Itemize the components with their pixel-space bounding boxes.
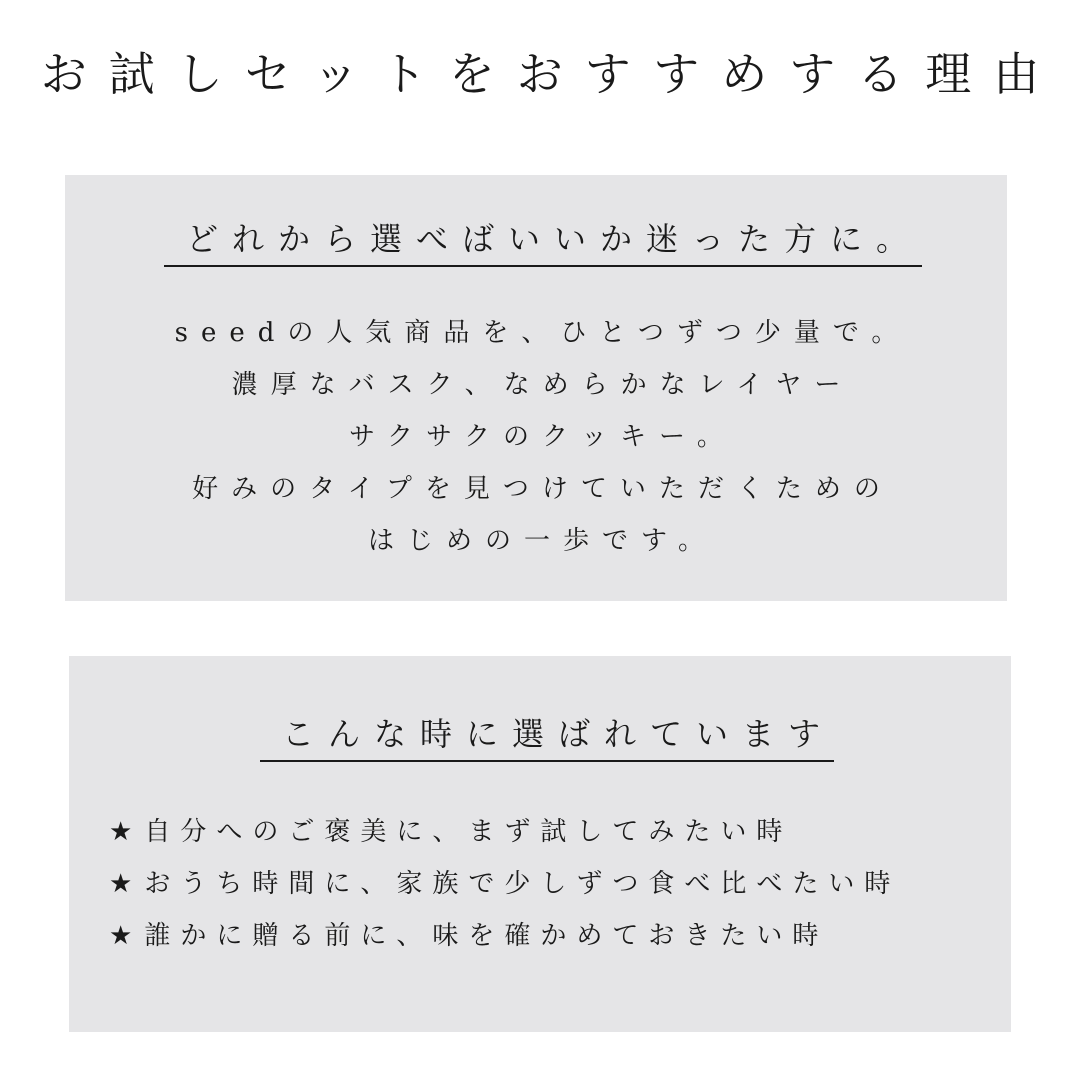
section-heading — [69, 712, 1011, 762]
list-item-text: おうち時間に、家族で少しずつ食べ比べたい時 — [144, 869, 901, 899]
list-item — [109, 806, 900, 858]
star-icon: ★ — [109, 869, 143, 899]
section-heading-text: こんな時に選ばれています — [260, 712, 834, 762]
description-line: seedの人気商品を、ひとつずつ少量で。 — [174, 318, 911, 348]
page-title: お試しセットをおすすめする理由 — [40, 47, 1062, 101]
list-item-text: 自分へのご褒美に、まず試してみたい時 — [144, 817, 793, 847]
section-heading-text: どれから選べばいいか迷った方に。 — [164, 217, 922, 267]
usage-occasions-panel — [69, 656, 1011, 1032]
description-lines — [65, 307, 1007, 567]
description-line: はじめの一歩です。 — [368, 526, 717, 556]
description-line: サクサクのクッキー。 — [349, 422, 736, 452]
star-icon: ★ — [109, 921, 143, 951]
occasion-list — [109, 806, 900, 962]
list-item — [109, 858, 900, 910]
star-icon: ★ — [109, 817, 143, 847]
list-item — [109, 910, 900, 962]
list-item-text: 誰かに贈る前に、味を確かめておきたい時 — [144, 921, 829, 951]
reason-panel-for-undecided — [65, 175, 1007, 601]
description-line: 濃厚なバスク、なめらかなレイヤー — [231, 370, 854, 400]
section-heading — [65, 217, 1007, 267]
description-line: 好みのタイプを見つけていただくための — [192, 474, 893, 504]
